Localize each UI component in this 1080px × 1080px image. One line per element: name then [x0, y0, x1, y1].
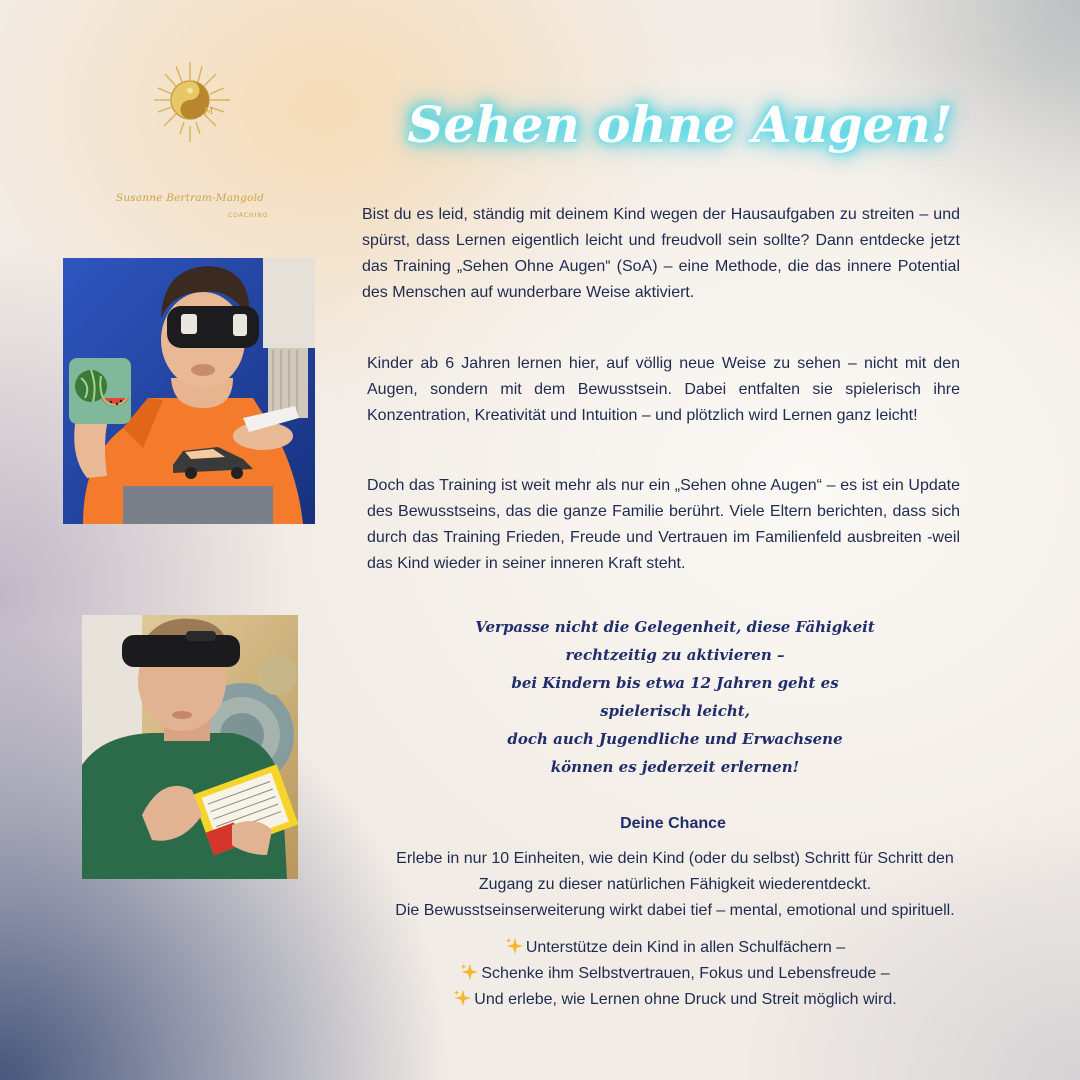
quote-line: spielerisch leicht, — [600, 702, 750, 720]
benefit-item — [355, 961, 995, 987]
benefit-item — [355, 987, 995, 1013]
benefit-text: Schenke ihm Selbstvertrauen, Fokus und Lebensfreude – — [481, 965, 890, 982]
benefit-text: Unterstütze dein Kind in allen Schulfächern – — [525, 939, 846, 956]
child-blindfold-photo — [63, 258, 315, 524]
quote-line: doch auch Jugendliche und Erwachsene — [507, 730, 843, 748]
coaching-logo — [98, 52, 282, 219]
page-title: Sehen ohne Augen! — [407, 95, 953, 154]
benefit-text: Und erlebe, wie Lernen ohne Druck und Streit möglich wird. — [474, 991, 897, 1008]
chance-heading: Deine Chance — [620, 815, 726, 832]
logo-name: Susanne Bertram-Mangold — [115, 192, 265, 204]
quote-line: bei Kindern bis etwa 12 Jahren geht es — [511, 674, 839, 692]
chance-line: Zugang zu dieser natürlichen Fähigkeit wiederentdeckt. — [478, 876, 872, 893]
chance-line: Die Bewusstseinserweiterung wirkt dabei tief – mental, emotional und spirituell. — [395, 902, 955, 919]
benefit-list — [355, 935, 995, 1013]
quote-line: können es jederzeit erlernen! — [550, 758, 800, 776]
svg-text:M: M — [204, 107, 214, 117]
chance-description — [355, 846, 995, 924]
logo-subtitle: COACHING — [228, 212, 269, 219]
sparkle-icon — [453, 989, 471, 1007]
chance-line: Erlebe in nur 10 Einheiten, wie dein Kind (oder du selbst) Schritt für Schritt den — [396, 850, 954, 867]
call-to-action-quote — [440, 613, 910, 781]
intro-paragraph: Bist du es leid, ständig mit deinem Kind wegen der Hausaufgaben zu streiten – und spürst, dass Lernen eigentlich leicht und freudvoll sein sollte? Dann entdecke jetzt das Training „Sehen Ohne Augen“ (SoA) – eine Methode, die das innere Potential des Menschen auf wunderbare Weise aktiviert. — [362, 206, 960, 301]
child-reading-photo — [82, 615, 298, 879]
family-paragraph: Doch das Training ist weit mehr als nur ein „Sehen ohne Augen“ – es ist ein Update des Bewusstseins, das die ganze Familie berührt. Viele Eltern berichten, dass sich durch das Training Frieden, Freude und Vertrauen im Familienfeld ausbreiten -weil das Kind wieder in seiner inneren Kraft steht. — [367, 477, 960, 572]
quote-line: rechtzeitig zu aktivieren – — [565, 646, 785, 664]
quote-line: Verpasse nicht die Gelegenheit, diese Fähigkeit — [475, 618, 875, 636]
children-paragraph: Kinder ab 6 Jahren lernen hier, auf völlig neue Weise zu sehen – nicht mit den Augen, sondern mit dem Bewusstsein. Dabei entfalten sie spielerisch ihre Konzentration, Kreativität und Intuition – und plötzlich wird Lernen ganz leicht! — [367, 355, 960, 424]
sun-yin-yang-logo-icon — [98, 52, 282, 172]
sparkle-icon — [505, 937, 523, 955]
sparkle-icon — [460, 963, 478, 981]
benefit-item — [355, 935, 995, 961]
